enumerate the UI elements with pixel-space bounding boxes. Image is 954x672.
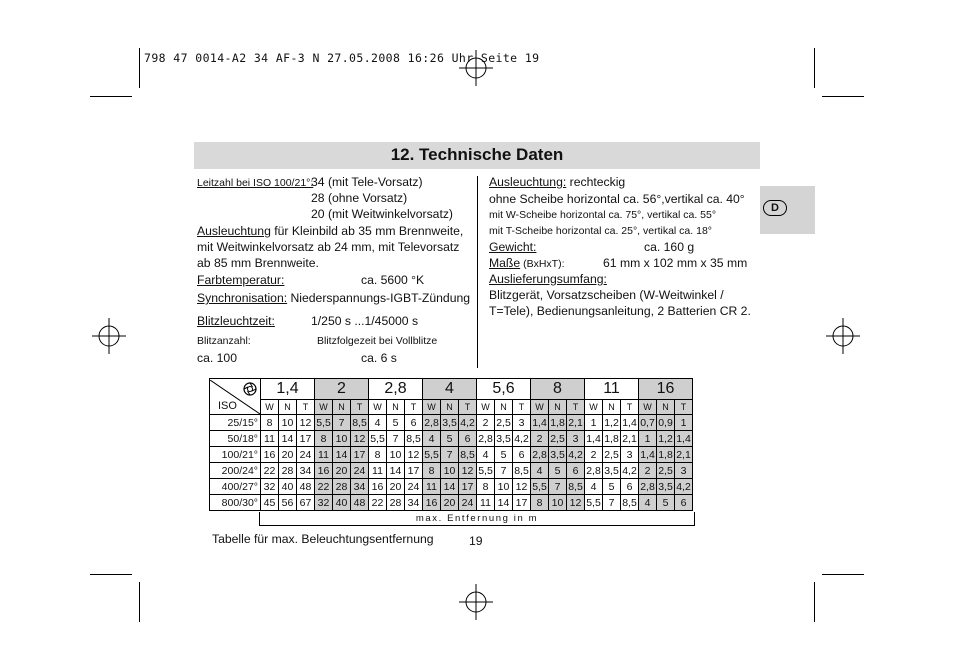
value-cell: 5,5 [532,480,547,493]
value-cell: 2 [585,447,603,463]
table-row [210,479,693,495]
blitzfolgezeit-value: ca. 6 s [361,351,397,365]
aperture-icon [243,382,257,396]
value-cell: 48 [297,479,315,495]
value-cell: 6 [513,447,531,463]
value-cell: 10 [495,479,513,495]
value-cell: 14 [495,495,513,511]
value-cell: 10 [549,495,567,511]
value-cell: 2,8 [478,432,493,445]
registration-mark-left [88,316,130,356]
value-cell: 8 [423,463,441,479]
leitzahl-value-3: 20 (mit Weitwinkelvorsatz) [311,207,453,221]
value-cell: 56 [279,495,297,511]
iso-cell: 100/21° [210,447,261,463]
iso-cell: 200/24° [210,463,261,479]
value-cell: 4,2 [622,464,637,477]
value-cell: 5 [495,447,513,463]
value-cell: 24 [297,447,315,463]
table-row [210,415,693,431]
iso-cell: 25/15° [210,415,261,431]
aperture-header: 4 [423,379,477,400]
value-cell: 34 [405,495,423,511]
t-scheibe: mit T-Scheibe horizontal ca. 25°, vertikal ca. 18° [489,225,712,237]
value-cell: 2,8 [640,480,655,493]
value-cell: 22 [315,479,333,495]
value-cell: 8,5 [514,464,529,477]
value-cell: 14 [387,463,405,479]
mode-header: W [315,400,333,415]
aperture-header: 1,4 [261,379,315,400]
value-cell: 3,5 [442,416,457,429]
value-cell: 1,8 [550,416,565,429]
value-cell: 7 [549,479,567,495]
value-cell: 24 [459,495,477,511]
value-cell: 4 [531,463,549,479]
value-cell: 32 [315,495,333,511]
aperture-header: 5,6 [477,379,531,400]
w-scheibe: mit W-Scheibe horizontal ca. 75°, vertikal ca. 55° [489,209,717,221]
r-ausleuchtung-value: rechteckig [566,175,626,189]
value-cell: 10 [333,431,351,447]
value-cell: 3,5 [496,432,511,445]
mode-header: N [333,400,351,415]
value-cell: 4,2 [676,480,691,493]
value-cell: 3 [513,415,531,431]
value-cell: 6 [459,431,477,447]
value-cell: 5 [387,415,405,431]
value-cell: 11 [423,479,441,495]
r-ausleuchtung-label: Ausleuchtung: [489,175,567,189]
value-cell: 5 [657,495,675,511]
value-cell: 20 [387,479,405,495]
value-cell: 34 [351,479,369,495]
aperture-header: 8 [531,379,585,400]
value-cell: 2,1 [568,416,583,429]
value-cell: 22 [261,463,279,479]
value-cell: 2,1 [622,432,637,445]
value-cell: 12 [513,479,531,495]
value-cell: 12 [297,415,315,431]
blitzanzahl-label: Blitzanzahl: [197,335,251,347]
value-cell: 8 [477,479,495,495]
value-cell: 5,5 [316,416,331,429]
page-number: 19 [469,534,483,548]
masse-label: Maße [489,256,521,270]
value-cell: 12 [351,431,369,447]
value-cell: 10 [387,447,405,463]
language-badge: D [763,200,787,216]
value-cell: 1,4 [640,448,655,461]
masse-value: 61 mm x 102 mm x 35 mm [603,256,748,270]
gewicht-value: ca. 160 g [644,240,695,254]
mode-header: N [279,400,297,415]
value-cell: 1,8 [604,432,619,445]
blitzanzahl-value: ca. 100 [197,351,237,365]
sync-label: Synchronisation: [197,291,288,305]
value-cell: 6 [621,479,639,495]
column-divider [477,176,478,368]
value-cell: 2,5 [550,432,565,445]
value-cell: 17 [405,463,423,479]
mode-header: T [621,400,639,415]
value-cell: 5,5 [586,496,601,509]
iso-label: ISO [218,400,237,412]
value-cell: 0,9 [658,416,673,429]
value-cell: 20 [279,447,297,463]
value-cell: 4 [477,447,495,463]
value-cell: 67 [297,495,315,511]
lieferumfang-line-2: T=Tele), Bedienungsanleitung, 2 Batterien CR 2. [489,304,751,318]
value-cell: 7 [333,415,351,431]
section-title-bar [194,142,760,169]
value-cell: 2 [639,463,657,479]
value-cell: 40 [279,479,297,495]
registration-mark-right [822,316,864,356]
value-cell: 7 [441,447,459,463]
value-cell: 24 [351,463,369,479]
value-cell: 1,4 [676,432,691,445]
lieferumfang-line-1: Blitzgerät, Vorsatzscheiben (W-Weitwinkel / [489,288,724,302]
value-cell: 12 [459,463,477,479]
table-footer: max. Entfernung in m [259,512,695,526]
value-cell: 24 [405,479,423,495]
value-cell: 16 [261,447,279,463]
mode-header: W [423,400,441,415]
value-cell: 8,5 [460,448,475,461]
value-cell: 2,8 [424,416,439,429]
value-cell: 2 [477,415,495,431]
table-row [210,463,693,479]
value-cell: 8 [315,431,333,447]
value-cell: 5,5 [424,448,439,461]
registration-mark-top [455,48,497,88]
value-cell: 16 [369,479,387,495]
value-cell: 0,7 [640,416,655,429]
value-cell: 2,8 [586,464,601,477]
value-cell: 1,4 [586,432,601,445]
value-cell: 5 [603,479,621,495]
value-cell: 3,5 [658,480,673,493]
value-cell: 8 [531,495,549,511]
mode-header: T [297,400,315,415]
value-cell: 4,2 [514,432,529,445]
value-cell: 5,5 [478,464,493,477]
lieferumfang-label: Auslieferungsumfang: [489,272,607,286]
value-cell: 45 [261,495,279,511]
value-cell: 8,5 [568,480,583,493]
value-cell: 10 [441,463,459,479]
value-cell: 34 [297,463,315,479]
mode-header: T [351,400,369,415]
value-cell: 1,2 [604,416,619,429]
aperture-header: 2,8 [369,379,423,400]
value-cell: 17 [297,431,315,447]
value-cell: 2,1 [676,448,691,461]
value-cell: 32 [261,479,279,495]
value-cell: 12 [567,495,585,511]
value-cell: 8,5 [622,496,637,509]
value-cell: 28 [387,495,405,511]
value-cell: 3,5 [604,464,619,477]
mode-header: W [639,400,657,415]
print-header: 798 47 0014-A2 34 AF-3 N 27.05.2008 16:26 Uhr Seite 19 [144,51,540,65]
section-title: 12. Technische Daten [390,145,564,164]
value-cell: 4,2 [568,448,583,461]
value-cell: 40 [333,495,351,511]
aperture-header: 16 [639,379,693,400]
value-cell: 7 [495,463,513,479]
value-cell: 1,2 [658,432,673,445]
value-cell: 48 [351,495,369,511]
value-cell: 1,4 [532,416,547,429]
value-cell: 6 [675,495,693,511]
blitzleuchtzeit-value: 1/250 s ...1/45000 s [311,314,419,328]
value-cell: 6 [405,415,423,431]
aperture-header: 11 [585,379,639,400]
value-cell: 3 [567,431,585,447]
table-row [210,431,693,447]
farbtemp-value: ca. 5600 °K [361,273,425,287]
value-cell: 4 [423,431,441,447]
ausleuchtung-line-1: für Kleinbild ab 35 mm Brennweite, [270,224,464,238]
leitzahl-label: Leitzahl bei ISO 100/21°: [197,177,314,189]
ohne-scheibe: ohne Scheibe horizontal ca. 56°,vertikal ca. 40° [489,192,745,206]
value-cell: 4 [639,495,657,511]
iso-cell: 50/18° [210,431,261,447]
value-cell: 22 [369,495,387,511]
ausleuchtung-line-3: ab 85 mm Brennweite. [197,256,319,270]
value-cell: 4 [369,415,387,431]
value-cell: 1 [639,431,657,447]
mode-header: N [441,400,459,415]
value-cell: 17 [513,495,531,511]
value-cell: 5,5 [370,432,385,445]
value-cell: 2,8 [532,448,547,461]
value-cell: 10 [279,415,297,431]
aperture-header: 2 [315,379,369,400]
mode-header: T [567,400,585,415]
mode-header: N [603,400,621,415]
value-cell: 17 [351,447,369,463]
value-cell: 20 [333,463,351,479]
value-cell: 7 [603,495,621,511]
iso-aperture-corner [210,379,261,415]
farbtemp-label: Farbtemperatur: [197,273,285,287]
registration-mark-bottom [455,582,497,622]
iso-cell: 800/30° [210,495,261,511]
value-cell: 16 [315,463,333,479]
value-cell: 8 [369,447,387,463]
value-cell: 2,5 [658,464,673,477]
value-cell: 14 [279,431,297,447]
value-cell: 3 [621,447,639,463]
blitzleuchtzeit-label: Blitzleuchtzeit: [197,314,275,328]
sync-value: Niederspannungs-IGBT-Zündung [287,291,471,305]
leitzahl-value-2: 28 (ohne Vorsatz) [311,191,408,205]
mode-header: W [477,400,495,415]
value-cell: 4,2 [460,416,475,429]
mode-header: T [405,400,423,415]
value-cell: 1 [675,415,693,431]
value-cell: 3 [675,463,693,479]
mode-header: W [531,400,549,415]
mode-header: N [549,400,567,415]
value-cell: 2,5 [604,448,619,461]
value-cell: 8 [261,415,279,431]
mode-header: N [495,400,513,415]
table-caption: Tabelle für max. Beleuchtungsentfernung [212,532,434,546]
mode-header: W [261,400,279,415]
value-cell: 20 [441,495,459,511]
leitzahl-value-1: 34 (mit Tele-Vorsatz) [311,175,423,189]
value-cell: 16 [423,495,441,511]
iso-cell: 400/27° [210,479,261,495]
value-cell: 6 [567,463,585,479]
value-cell: 7 [387,431,405,447]
value-cell: 1,8 [658,448,673,461]
value-cell: 28 [279,463,297,479]
mode-header: N [387,400,405,415]
blitzfolgezeit-label: Blitzfolgezeit bei Vollblitze [317,335,438,347]
value-cell: 5 [549,463,567,479]
value-cell: 11 [315,447,333,463]
ausleuchtung-line-2: mit Weitwinkelvorsatz ab 24 mm, mit Televorsatz [197,240,460,254]
mode-header: T [459,400,477,415]
value-cell: 11 [477,495,495,511]
value-cell: 8,5 [352,416,367,429]
mode-header: N [657,400,675,415]
value-cell: 3,5 [550,448,565,461]
value-cell: 11 [369,463,387,479]
value-cell: 8,5 [406,432,421,445]
mode-header: T [675,400,693,415]
value-cell: 2,5 [496,416,511,429]
value-cell: 11 [261,431,279,447]
value-cell: 1 [585,415,603,431]
value-cell: 28 [333,479,351,495]
ausleuchtung-label: Ausleuchtung [197,224,271,238]
gewicht-label: Gewicht: [489,240,537,254]
masse-unit: (BxHxT): [520,258,565,270]
mode-header: W [585,400,603,415]
value-cell: 2 [531,431,549,447]
value-cell: 14 [441,479,459,495]
value-cell: 12 [405,447,423,463]
table-row [210,447,693,463]
flash-range-table [209,378,693,511]
value-cell: 14 [333,447,351,463]
value-cell: 1,4 [622,416,637,429]
mode-header: W [369,400,387,415]
table-row [210,495,693,511]
value-cell: 5 [441,431,459,447]
mode-header: T [513,400,531,415]
value-cell: 17 [459,479,477,495]
value-cell: 4 [585,479,603,495]
